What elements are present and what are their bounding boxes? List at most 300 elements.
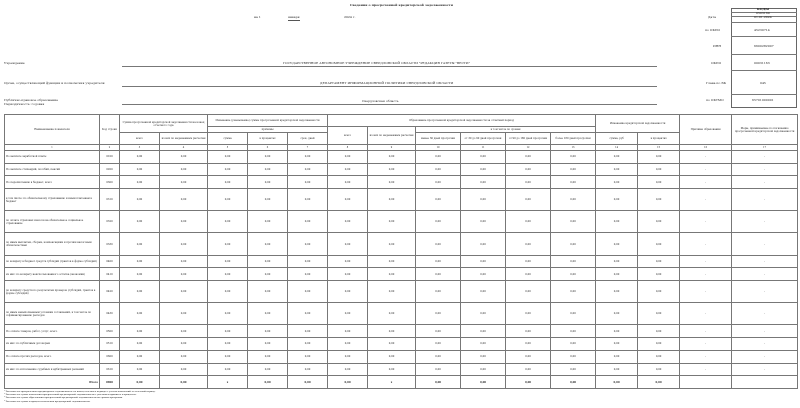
cell-value: 0,00 (328, 163, 368, 176)
cell-value: 0,00 (160, 189, 208, 211)
cell-reasons: - (680, 281, 732, 303)
cell-value: 0,00 (368, 325, 416, 338)
footnote: ¹ Указывается просроченная кредиторская задолженность на конец отчетного периода с учетом изменений за отчетный период. (4, 390, 156, 393)
cell-value: 0,00 (288, 268, 328, 281)
organ-value: ДЕПАРТАМЕНТ ИНФОРМАЦИОННОЙ ПОЛИТИКИ СВЕРДЛОВСКОЙ ОБЛАСТИ (320, 81, 454, 85)
cell-reasons: - (680, 176, 732, 189)
cell-value: 0,00 (596, 363, 638, 376)
cell-value: 0,00 (328, 363, 368, 376)
cell-value: 0,00 (416, 338, 461, 351)
cell-value: 0,00 (208, 281, 248, 303)
cell-value: 0,00 (248, 255, 288, 268)
cell-value: 0,00 (368, 303, 416, 325)
th-change-amount: сумма (208, 133, 248, 145)
cell-value: 0,00 (160, 363, 208, 376)
cell-value: 0,00 (416, 189, 461, 211)
cell-value: 0,00 (208, 303, 248, 325)
cell-measures: - (732, 303, 798, 325)
row-code: 0300 (100, 176, 120, 189)
cell-value: 0,00 (160, 268, 208, 281)
cell-value: 0,00 (461, 255, 506, 268)
cell-reasons: - (680, 363, 732, 376)
cell-value: 0,00 (328, 303, 368, 325)
cell-measures: - (732, 151, 798, 164)
cell-value: 0,00 (506, 255, 551, 268)
cell-value: 0,00 (596, 163, 638, 176)
cell-value: 0,00 (288, 255, 328, 268)
row-label: в том числе: по обязательному страхованию и иным платежам в бюджет (5, 189, 100, 211)
cell-reasons: - (680, 189, 732, 211)
cell-value: 0,00 (551, 338, 596, 351)
cell-value: 0,00 (551, 350, 596, 363)
cell-measures: - (732, 281, 798, 303)
row-code: 0510 (100, 338, 120, 351)
row-code: 0310 (100, 189, 120, 211)
row-label: из них: по возврату неиспользованного остатка (экономии) (5, 268, 100, 281)
column-number: 9 (368, 145, 416, 151)
cell-value: 0,00 (288, 325, 328, 338)
cell-value: 0,00 (596, 211, 638, 233)
th-change-group: Изменение (уменьшение) суммы просроченной кредиторской задолженности (208, 115, 328, 127)
cell-value: 0,00 (638, 233, 680, 255)
form-code: 0503169 (756, 11, 770, 15)
okpo-label: по ОКПО (705, 28, 721, 32)
column-number: 8 (328, 145, 368, 151)
cell-reasons (680, 376, 732, 389)
cell-measures: - (732, 268, 798, 281)
cell-value: 0,00 (461, 163, 506, 176)
footnote: ³ Указывается сумма образования просроченной кредиторской задолженности по срокам просрочки. (4, 396, 123, 400)
cell-value: 0,00 (120, 163, 160, 176)
cell-value: 0,00 (288, 363, 328, 376)
cell-reasons: - (680, 268, 732, 281)
cell-value: 0,00 (461, 151, 506, 164)
cell-value: 0,00 (120, 189, 160, 211)
cell-value: 0,00 (638, 176, 680, 189)
cell-value: 0,00 (596, 303, 638, 325)
cell-value: 0,00 (120, 268, 160, 281)
cell-value: 0,00 (596, 338, 638, 351)
cell-value: 0,00 (120, 376, 160, 389)
cell-value: 0,00 (208, 189, 248, 211)
cell-value: 0,00 (416, 281, 461, 303)
date-value: 01.01.2024 (754, 15, 772, 19)
cell-value: 0,00 (461, 211, 506, 233)
cell-value: 0,00 (160, 338, 208, 351)
cell-value: 0,00 (461, 363, 506, 376)
cell-value: 0,00 (288, 338, 328, 351)
cell-measures (732, 376, 798, 389)
th-measures: Меры, принимаемые по погашению просроченной кредиторской задолженности (732, 115, 798, 145)
cell-value: 0,00 (506, 211, 551, 233)
cell-value: 0,00 (248, 376, 288, 389)
th-p4: более 180 дней просрочки (551, 133, 596, 145)
cell-value: 0,00 (506, 163, 551, 176)
th-code: Код строки (100, 115, 120, 145)
cell-value: 0,00 (368, 163, 416, 176)
inn-value: 6600282907 (754, 44, 774, 48)
column-number: 3 (120, 145, 160, 151)
cell-value: 0,00 (288, 211, 328, 233)
uchr-label: Учреждение (4, 61, 25, 65)
cell-value: 0,00 (208, 176, 248, 189)
cell-value: 0,00 (120, 338, 160, 351)
cell-value: 0,00 (160, 376, 208, 389)
cell-value: 0,00 (248, 176, 288, 189)
th-change-pct: в процентах (248, 133, 288, 145)
cell-value: 0,00 (461, 325, 506, 338)
row-label: По оплате прочих расходов, всего (5, 350, 100, 363)
cell-value: 0,00 (416, 363, 461, 376)
cell-value: 0,00 (638, 255, 680, 268)
cell-value: 0,00 (416, 211, 461, 233)
th-p2: от 30 до 90 дней просрочки (461, 133, 506, 145)
codes-box (731, 8, 797, 108)
cell-value: 0,00 (638, 363, 680, 376)
cell-value: 0,00 (328, 281, 368, 303)
cell-value: 0,00 (461, 338, 506, 351)
row-code: 0410 (100, 268, 120, 281)
th-period-group: Образование просроченной кредиторской задолженности за отчетный период (328, 115, 596, 127)
cell-value: 0,00 (551, 325, 596, 338)
cell-measures: - (732, 325, 798, 338)
cell-value: 0,00 (368, 189, 416, 211)
footnote: ⁴ Указывается сумма и процент изменения кредиторской задолженности. (4, 399, 91, 403)
cell-value: 0,00 (328, 211, 368, 233)
cell-value: 0,00 (596, 233, 638, 255)
cell-value: 0,00 (506, 268, 551, 281)
cell-value: 0,00 (551, 151, 596, 164)
cell-reasons: - (680, 350, 732, 363)
th-change-days: срок, дней (288, 133, 328, 145)
cell-reasons: - (680, 233, 732, 255)
cell-value: 0,00 (248, 303, 288, 325)
cell-value: 0,00 (506, 376, 551, 389)
table-row (5, 338, 798, 351)
total-row (5, 376, 798, 389)
cell-value: 0,00 (208, 255, 248, 268)
table-row (5, 151, 798, 164)
cell-value: 0,00 (120, 151, 160, 164)
cell-reasons: - (680, 338, 732, 351)
th-lim-rub: сумма, руб (596, 133, 638, 145)
row-label: по оплате страховых взносов на обязательное социальное страхование (5, 211, 100, 233)
cell-value: 0,00 (288, 350, 328, 363)
date-month: января (288, 15, 300, 19)
table-row (5, 189, 798, 211)
table-row (5, 255, 798, 268)
cell-value: 0,00 (208, 163, 248, 176)
cell-value: 0,00 (416, 233, 461, 255)
cell-value: 0,00 (416, 350, 461, 363)
row-code: 0420 (100, 281, 120, 303)
cell-value: 0,00 (506, 176, 551, 189)
cell-value: 0,00 (506, 189, 551, 211)
okpo2-value: 00031163 (754, 61, 770, 65)
cell-value: 0,00 (248, 325, 288, 338)
cell-reasons: - (680, 303, 732, 325)
cell-value: 0,00 (208, 350, 248, 363)
cell-measures: - (732, 363, 798, 376)
cell-value: 0,00 (596, 325, 638, 338)
th-total-group: Сумма просроченной кредиторской задолженности на конец отчетного года (120, 115, 208, 133)
cell-value: 0,00 (551, 268, 596, 281)
cell-value: 0,00 (120, 325, 160, 338)
th-name: Наименование показателя (5, 115, 100, 145)
cell-value: 0,00 (368, 363, 416, 376)
uchr-value: ГОСУДАРСТВЕННОЕ АВТОНОМНОЕ УЧРЕЖДЕНИЕ СВЕРДЛОВСКОЙ ОБЛАСТИ "РЕДАКЦИЯ ГАЗЕТЫ "ВЕСТИ" (283, 61, 470, 65)
cell-reasons: - (680, 325, 732, 338)
column-number: 13 (551, 145, 596, 151)
cell-value: 0,00 (596, 268, 638, 281)
column-number: 15 (638, 145, 680, 151)
row-label: Итого (5, 376, 100, 389)
cell-value: 0,00 (208, 233, 248, 255)
cell-measures: - (732, 233, 798, 255)
cell-value: 0,00 (551, 281, 596, 303)
cell-value: 0,00 (328, 233, 368, 255)
row-label: из них: по исполнению судебных и арбитражных решений (5, 363, 100, 376)
cell-value: 0,00 (328, 189, 368, 211)
cell-value: 0,00 (288, 189, 328, 211)
codes-label: КОДЫ (757, 7, 769, 11)
row-label: из них: по публичным договорам (5, 338, 100, 351)
cell-value: 0,00 (506, 338, 551, 351)
column-number: 11 (461, 145, 506, 151)
cell-value: 0,00 (506, 363, 551, 376)
column-number: 6 (248, 145, 288, 151)
cell-value: 0,00 (638, 325, 680, 338)
cell-measures: - (732, 176, 798, 189)
cell-value: 0,00 (638, 151, 680, 164)
cell-value: 0,00 (288, 233, 328, 255)
cell-value: 0,00 (368, 151, 416, 164)
row-label: По выплате заработной платы (5, 151, 100, 164)
cell-value: 0,00 (120, 303, 160, 325)
row-code: 0100 (100, 151, 120, 164)
inn-label: ИНН (713, 44, 722, 48)
cell-value: 0,00 (596, 151, 638, 164)
cell-value: 0,00 (596, 176, 638, 189)
cell-value: 0,00 (461, 268, 506, 281)
date-prefix: на 1 (254, 15, 261, 19)
column-number: 1 (5, 145, 100, 151)
row-code: 0330 (100, 233, 120, 255)
cell-value: 0,00 (596, 350, 638, 363)
overdue-table (4, 114, 798, 389)
cell-reasons: - (680, 211, 732, 233)
cell-value: 0,00 (461, 350, 506, 363)
cell-value: 0,00 (248, 189, 288, 211)
cell-value: 0,00 (160, 303, 208, 325)
cell-value: 0,00 (461, 189, 506, 211)
cell-value: 0,00 (638, 303, 680, 325)
table-row (5, 363, 798, 376)
cell-value: 0,00 (208, 363, 248, 376)
cell-value: 0,00 (248, 163, 288, 176)
cell-value: 0,00 (416, 303, 461, 325)
cell-value: 0,00 (416, 163, 461, 176)
column-number: 10 (416, 145, 461, 151)
cell-value: x (208, 376, 248, 389)
cell-measures: - (732, 255, 798, 268)
cell-value: 0,00 (506, 281, 551, 303)
cell-value: 0,00 (208, 325, 248, 338)
cell-value: 0,00 (248, 350, 288, 363)
row-code: 0200 (100, 163, 120, 176)
table-row (5, 233, 798, 255)
cell-value: 0,00 (368, 255, 416, 268)
table-row (5, 176, 798, 189)
cell-value: 0,00 (416, 325, 461, 338)
cell-value: 0,00 (328, 376, 368, 389)
table-row (5, 350, 798, 363)
footnote: ² Указывается сумма изменения просроченной кредиторской задолженности с указанием причин и в процентах. (4, 393, 137, 397)
cell-value: 0,00 (416, 255, 461, 268)
table-row (5, 303, 798, 325)
mo-label: Публично-правовое образование (4, 98, 58, 102)
cell-value: 0,00 (248, 281, 288, 303)
cell-value: 0,00 (120, 363, 160, 376)
th-reasons: Причины образования (680, 115, 732, 145)
cell-value: 0,00 (368, 211, 416, 233)
date-label: Дата (708, 15, 716, 19)
cell-measures: - (732, 163, 798, 176)
cell-value: 0,00 (288, 151, 328, 164)
column-number: 4 (160, 145, 208, 151)
cell-value: 0,00 (208, 338, 248, 351)
th-total-all: всего (120, 133, 160, 145)
cell-value: 0,00 (120, 211, 160, 233)
glava-value: 045 (760, 81, 766, 85)
oktmo-label: по ОКТМО (706, 98, 724, 102)
column-number: 5 (208, 145, 248, 151)
cell-value: 0,00 (288, 163, 328, 176)
row-label: по возврату средств по результатам проверок (субсидий, грантов в форме субсидий) (5, 281, 100, 303)
cell-value: 0,00 (160, 350, 208, 363)
cell-value: 0,00 (461, 281, 506, 303)
cell-reasons: - (680, 163, 732, 176)
cell-value: 0,00 (208, 151, 248, 164)
cell-value: 0,00 (160, 151, 208, 164)
cell-value: 0,00 (638, 189, 680, 211)
cell-value: 0,00 (506, 350, 551, 363)
cell-value: 0,00 (288, 281, 328, 303)
cell-reasons: - (680, 151, 732, 164)
column-number: 17 (732, 145, 798, 151)
cell-value: 0,00 (328, 268, 368, 281)
cell-value: 0,00 (208, 211, 248, 233)
cell-value: 0,00 (248, 233, 288, 255)
column-number: 14 (596, 145, 638, 151)
th-lim-pct: в процентах (638, 133, 680, 145)
cell-value: 0,00 (551, 233, 596, 255)
cell-value: 0,00 (160, 325, 208, 338)
row-label: По оплате товаров, работ, услуг, всего (5, 325, 100, 338)
cell-value: 0,00 (368, 233, 416, 255)
cell-value: 0,00 (638, 268, 680, 281)
cell-value: 0,00 (551, 163, 596, 176)
cell-value: 0,00 (120, 233, 160, 255)
cell-value: 0,00 (248, 363, 288, 376)
row-code: 0610 (100, 363, 120, 376)
cell-reasons: - (680, 255, 732, 268)
cell-value: 0,00 (368, 268, 416, 281)
th-total-nonmoney: из них по неденежным расчетам (160, 133, 208, 145)
cell-value: 0,00 (551, 189, 596, 211)
th-lim-group: Изменение кредиторской задолженности (596, 115, 680, 133)
th-change-sub: причины (208, 127, 328, 133)
cell-value: 0,00 (248, 268, 288, 281)
cell-value: 0,00 (288, 303, 328, 325)
row-label: по иным невыполненным условиям соглашений, в том числе по софинансированию расходов (5, 303, 100, 325)
cell-value: 0,00 (416, 151, 461, 164)
date-year: 2024 г. (344, 15, 356, 19)
cell-value: 0,00 (551, 303, 596, 325)
row-code: 0430 (100, 303, 120, 325)
cell-measures: - (732, 211, 798, 233)
cell-measures: - (732, 350, 798, 363)
glava-label: Глава по БК (706, 81, 727, 85)
cell-value: 0,00 (160, 255, 208, 268)
oktmo-value: 65701000001 (752, 98, 774, 102)
cell-value: 0,00 (416, 176, 461, 189)
cell-value: 0,00 (551, 176, 596, 189)
column-number: 2 (100, 145, 120, 151)
row-code: 0600 (100, 350, 120, 363)
cell-value: 0,00 (416, 268, 461, 281)
cell-value: 0,00 (596, 189, 638, 211)
cell-value: 0,00 (551, 376, 596, 389)
cell-value: 0,00 (328, 350, 368, 363)
cell-value: 0,00 (638, 338, 680, 351)
table-row (5, 211, 798, 233)
cell-value: 0,00 (461, 233, 506, 255)
cell-value: 0,00 (638, 376, 680, 389)
cell-value: 0,00 (208, 268, 248, 281)
column-number: 7 (288, 145, 328, 151)
row-code: 0320 (100, 211, 120, 233)
cell-value: 0,00 (328, 151, 368, 164)
cell-value: x (368, 376, 416, 389)
cell-value: 0,00 (596, 281, 638, 303)
okpo-value: 45230714 (754, 28, 770, 32)
cell-value: 0,00 (160, 211, 208, 233)
cell-value: 0,00 (248, 211, 288, 233)
table-row (5, 281, 798, 303)
cell-value: 0,00 (160, 176, 208, 189)
cell-value: 0,00 (461, 303, 506, 325)
cell-value: 0,00 (120, 255, 160, 268)
mo-value: Свердловская область (362, 99, 399, 103)
cell-value: 0,00 (248, 151, 288, 164)
row-label: По перечислению в бюджет, всего (5, 176, 100, 189)
cell-value: 0,00 (288, 176, 328, 189)
column-number: 16 (680, 145, 732, 151)
cell-value: 0,00 (638, 211, 680, 233)
th-p1: менее 30 дней просрочки (416, 133, 461, 145)
cell-value: 0,00 (506, 303, 551, 325)
cell-value: 0,00 (506, 233, 551, 255)
cell-value: 0,00 (328, 338, 368, 351)
column-number: 12 (506, 145, 551, 151)
cell-value: 0,00 (638, 281, 680, 303)
row-code: 0900 (100, 376, 120, 389)
cell-value: 0,00 (551, 363, 596, 376)
cell-value: 0,00 (638, 350, 680, 363)
cell-value: 0,00 (328, 255, 368, 268)
cell-value: 0,00 (506, 325, 551, 338)
